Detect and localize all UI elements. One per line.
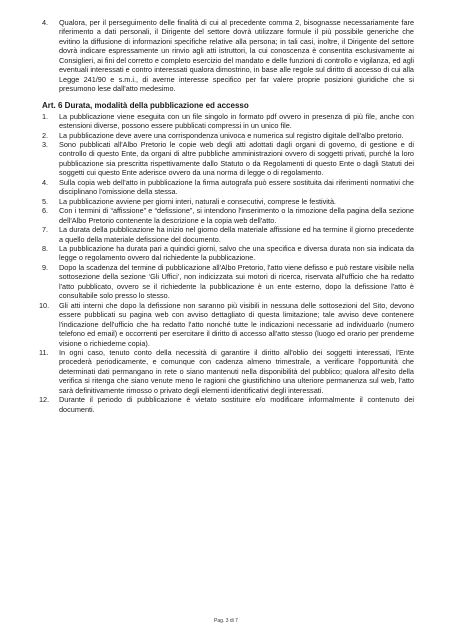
item-number: 2. xyxy=(42,130,49,140)
page-number: Pag. 3 di 7 xyxy=(214,618,238,624)
list-item xyxy=(42,197,414,206)
item-text: In ogni caso, tenuto conto della necessità di garantire il diritto all'oblio dei soggetti interessati, l'Ente procederà periodicamente, e comunque con cadenza almeno trimestrale, a verificare l'opportunità che determinati dati permangano in rete o siano mantenuti nella disponibilità del pubblico; qualora all'esito della verifica si ritenga che siano venute meno le ragioni che giustifichino una ulteriore permanenza sul web, l'atto sarà definitivamente rimosso o privato degli elementi identificativi degli interessati. xyxy=(59,347,414,395)
item-number: 4. xyxy=(42,18,49,27)
item-number: 4. xyxy=(42,177,49,187)
list-item xyxy=(42,18,414,94)
item-text: Sono pubblicati all'Albo Pretorio le copie web degli atti adottati dagli organi di governo, di gestione e di controllo di questo Ente, da organi di altre pubbliche amministrazioni ovvero di soggetti privati, purché la loro pubblicazione sia prescritta rispettivamente dallo Statuto o da Regolamenti di questo Ente o dagli Statuti dei soggetti cui questo Ente aderisce ovvero da una norma di legge o di regolamento. xyxy=(59,139,414,178)
item-number: 9. xyxy=(42,262,49,272)
item-number: 5. xyxy=(42,196,49,206)
list-item xyxy=(42,140,414,178)
item-number: 3. xyxy=(42,139,49,149)
item-number: 6. xyxy=(42,206,49,216)
list-item xyxy=(42,178,414,197)
list-item xyxy=(42,225,414,244)
item-text: La pubblicazione deve avere una corrispondenza univoca e numerica sul registro digitale dell'albo pretorio. xyxy=(59,130,404,140)
item-number: 10. xyxy=(39,300,50,310)
item-text: Dopo la scadenza del termine di pubblicazione all'Albo Pretorio, l'atto viene defisso e può restare visibile nella sottosezione della sezione ‘Gli Uffici’, non indicizzata sui motori di ricerca, riservata all'ufficio che ha redatto l'atto pubblicato, ovvero se il richiedente la pubblicazione è un ente esterno, dopo la defissione l'atto è consultabile solo presso lo stesso. xyxy=(59,262,414,301)
item-text: La durata della pubblicazione ha inizio nel giorno della materiale affissione ed ha termine il giorno precedente a quello della materiale defissione del documento. xyxy=(59,225,414,244)
list-item xyxy=(42,112,414,131)
item-number: 1. xyxy=(42,111,49,121)
item-number: 7. xyxy=(42,225,49,235)
list-item xyxy=(39,395,414,414)
list-item xyxy=(39,300,414,348)
list-item xyxy=(42,263,414,301)
item-text: Qualora, per il perseguimento delle finalità di cui al precedente comma 2, bisognasse necessariamente fare riferimento a dati personali, il Dirigente del settore dovrà utilizzare formule il più possibile generiche che evitino la diffusione di informazioni specifiche relative alla persona; in tali casi, inoltre, il Dirigente del settore dovrà indicare espressamente un rinvio agli atti istruttori, la cui conoscenza è consentita esclusivamente ai Consiglieri, ai fini del corretto e completo esercizio del mandato e delle funzioni di controllo e vigilanza, ed agli eventuali interessati e contro interessati qualora dimostrino, in base alle regole sul diritto di accesso di cui alla Legge 241/90 e s.m.i., di averne interesse specifico per far valere proprie posizioni giuridiche che si presumono lese dall'atto medesimo. xyxy=(59,18,414,94)
item-text: Con i termini di “affissione” e “defissione”, si intendono l'inserimento o la rimozione della pagina della sezione dell'Albo Pretorio contenente la descrizione e la copia web dell'atto. xyxy=(59,206,414,225)
item-number: 12. xyxy=(39,395,50,405)
list-item xyxy=(39,347,414,395)
item-text: Gli atti interni che dopo la defissione non saranno più visibili in nessuna delle sottosezioni del Sito, devono essere pubblicati su pagina web con avviso dettagliato di questa limitazione; tale avviso deve contenere l'indicazione dell'ufficio che ha redatto l'atto nonché tutte le indicazioni necessarie ad individuarlo (numero telefono ed email) e occorrenti per esercitare il diritto di accesso all'atto stesso (luogo ed orario per prenderne visione o richiederne copia). xyxy=(59,300,414,348)
item-text: La pubblicazione viene eseguita con un file singolo in formato pdf ovvero in presenza di più file, anche con estensioni diverse, possono essere pubblicati compressi in un unico file. xyxy=(59,111,414,131)
list-item xyxy=(42,244,414,263)
item-text: La pubblicazione avviene per giorni interi, naturali e consecutivi, comprese le festività. xyxy=(59,196,337,206)
list-item xyxy=(42,206,414,225)
item-text: La pubblicazione ha durata pari a quindici giorni, salvo che una specifica e diversa durata non sia indicata da legge o regolamento ovvero dal richiedente la pubblicazione. xyxy=(59,243,414,263)
item-text: Sulla copia web dell'atto in pubblicazione la firma autografa può essere sostituita dai riferimenti normativi che disciplinano l'omissione della stessa. xyxy=(59,177,414,197)
page-content xyxy=(39,18,414,414)
item-number: 8. xyxy=(42,243,49,253)
article-heading: Art. 6 Durata, modalità della pubblicazione ed accesso xyxy=(42,100,249,110)
item-number: 11. xyxy=(39,347,49,357)
list-item xyxy=(42,131,414,140)
item-text: Durante il periodo di pubblicazione è vietato sostituire e/o modificare informalmente il contenuto dei documenti. xyxy=(59,395,414,414)
